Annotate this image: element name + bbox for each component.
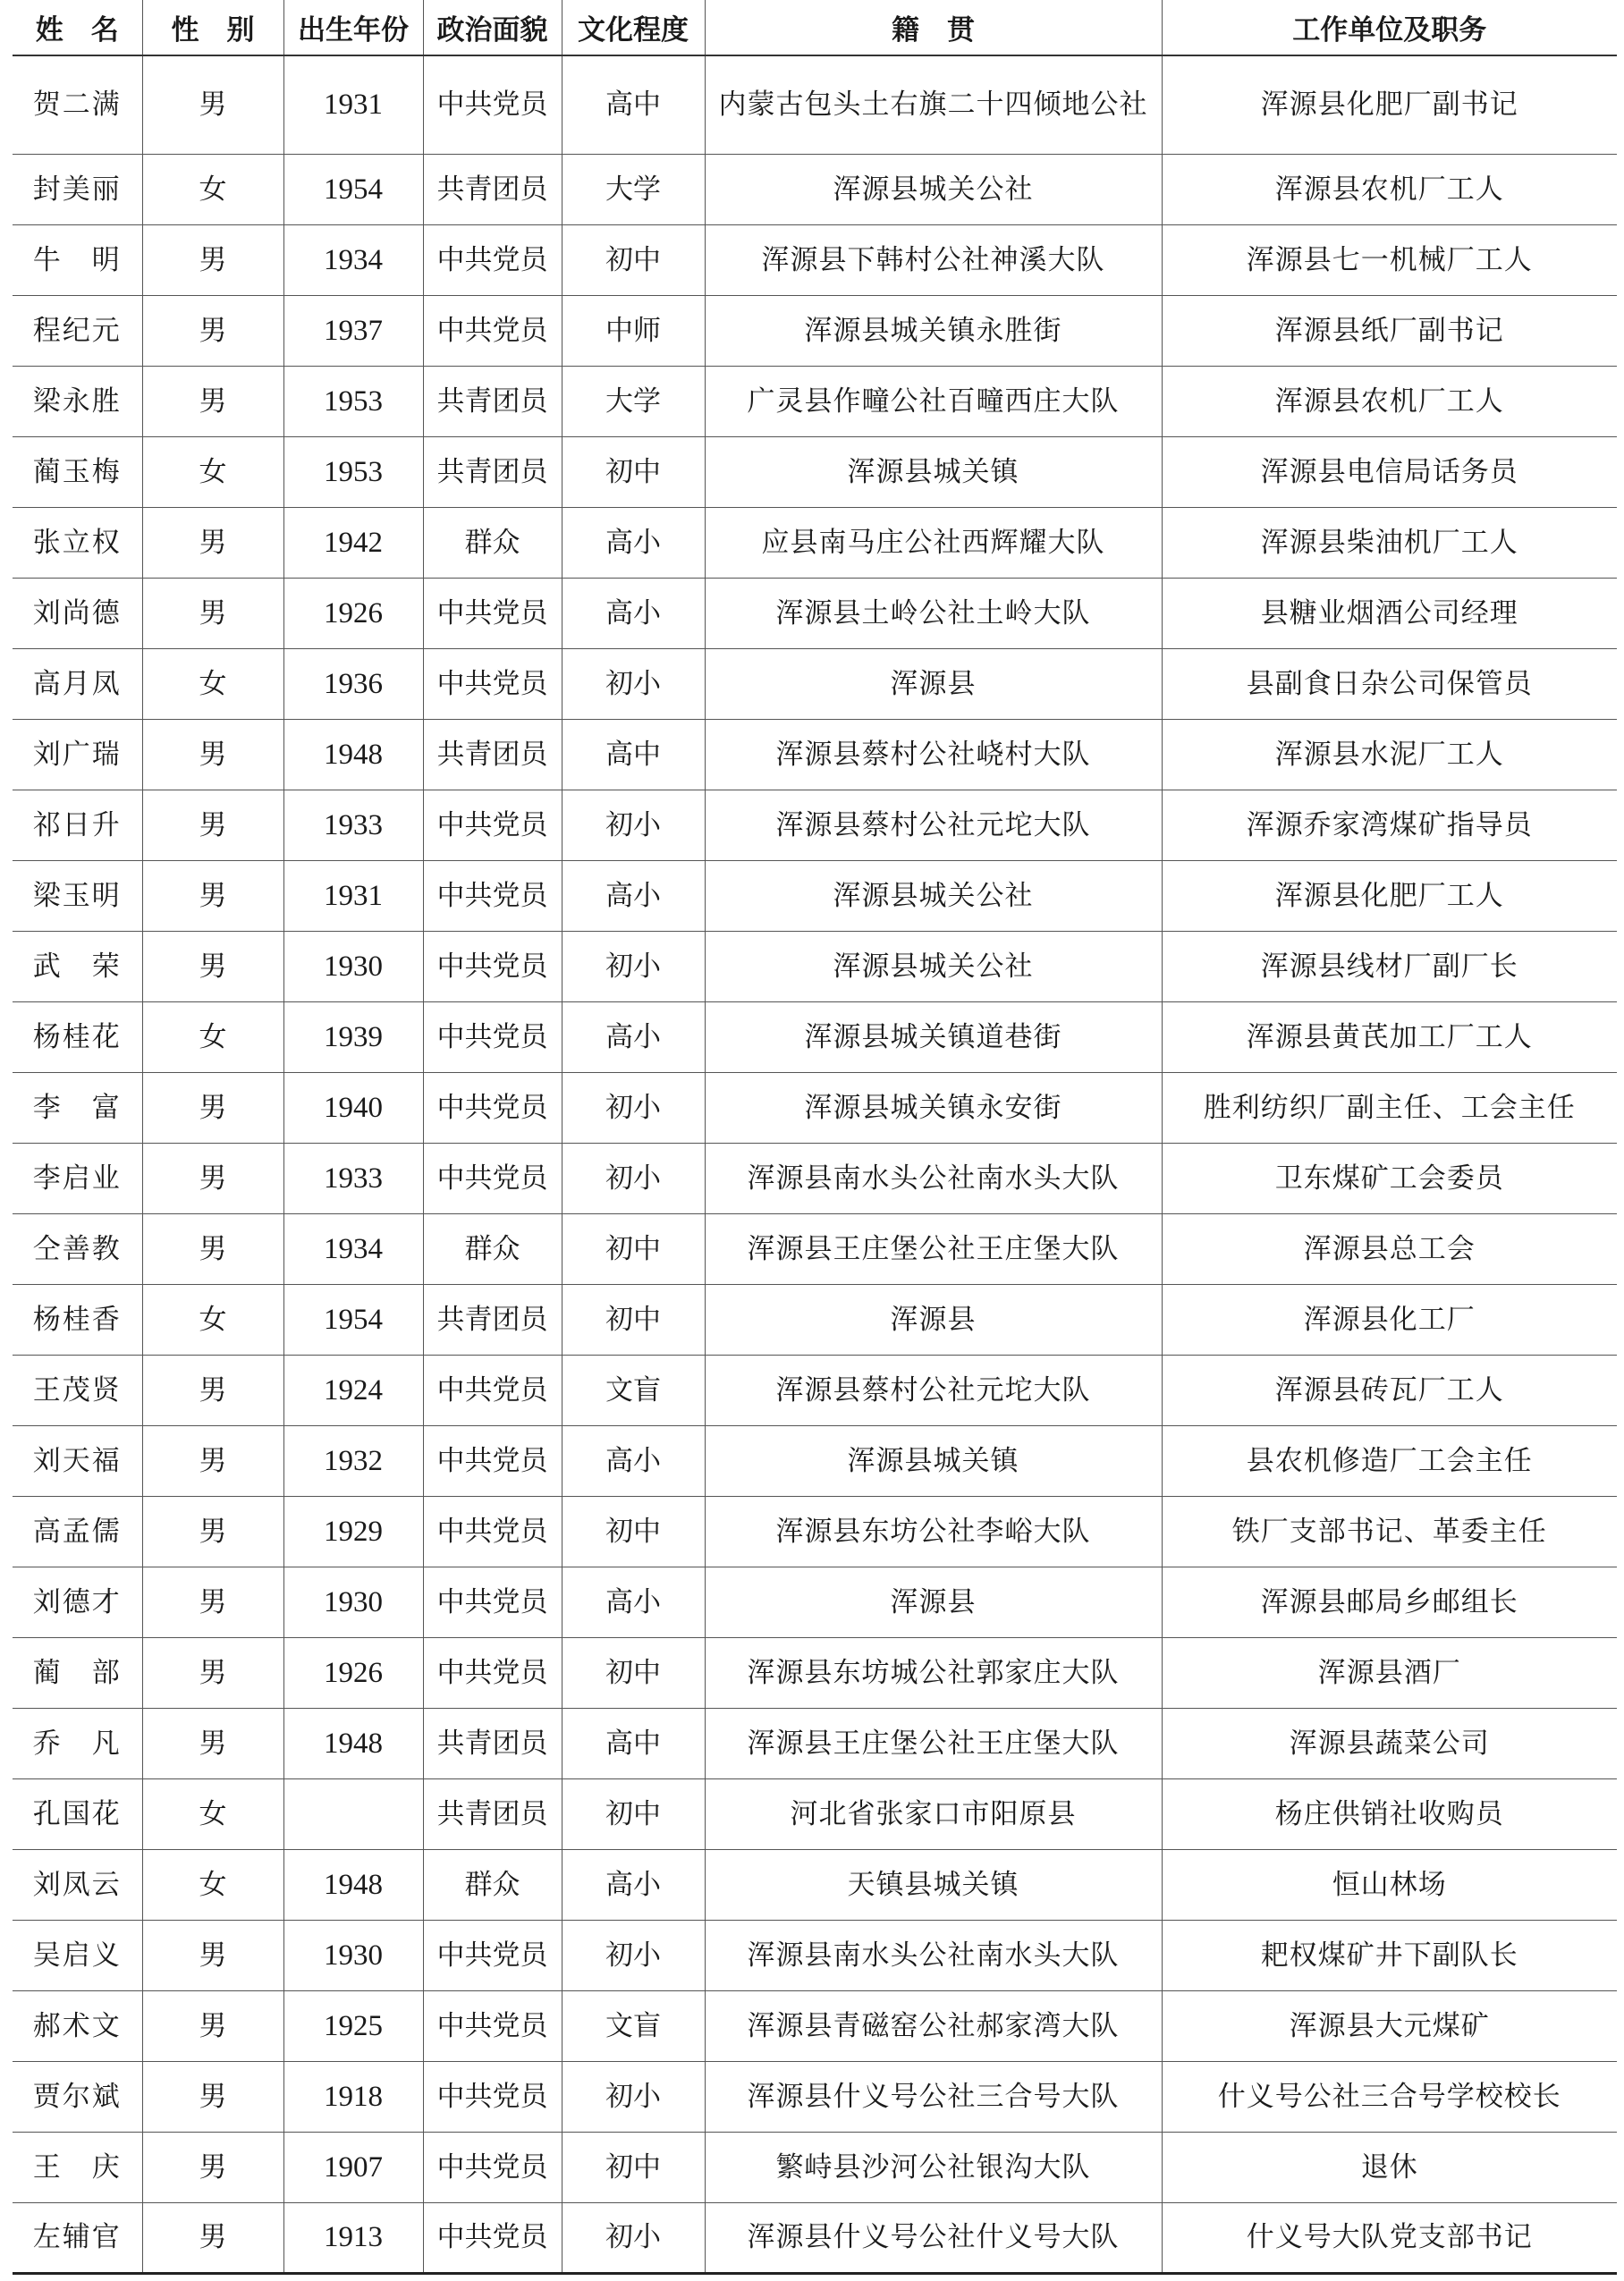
- cell-workplace-position: 铁厂支部书记、革委主任: [1162, 1496, 1617, 1567]
- cell-workplace-position: 县农机修造厂工会主任: [1162, 1425, 1617, 1496]
- cell-political-status: 中共党员: [423, 1637, 562, 1708]
- cell-sex: 男: [142, 1708, 283, 1778]
- cell-political-status: 中共党员: [423, 224, 562, 295]
- cell-native-place: 繁峙县沙河公社银沟大队: [705, 2132, 1162, 2202]
- cell-workplace-position: 胜利纺织厂副主任、工会主任: [1162, 1072, 1617, 1143]
- cell-birth-year: 1931: [283, 55, 423, 154]
- cell-education: 高中: [562, 55, 705, 154]
- cell-name: 郝术文: [13, 1990, 142, 2061]
- table-row: [13, 1213, 1617, 1284]
- cell-native-place: 浑源县城关镇永胜街: [705, 295, 1162, 366]
- table-row: [13, 1143, 1617, 1213]
- cell-workplace-position: 浑源县水泥厂工人: [1162, 719, 1617, 790]
- cell-birth-year: 1933: [283, 790, 423, 860]
- cell-sex: 男: [142, 1567, 283, 1637]
- cell-birth-year: 1936: [283, 648, 423, 719]
- cell-political-status: 中共党员: [423, 860, 562, 931]
- table-row: [13, 1990, 1617, 2061]
- cell-political-status: 中共党员: [423, 1920, 562, 1990]
- cell-name: 刘德才: [13, 1567, 142, 1637]
- cell-birth-year: 1926: [283, 1637, 423, 1708]
- cell-name: 贾尔斌: [13, 2061, 142, 2132]
- cell-political-status: 共青团员: [423, 1284, 562, 1355]
- cell-name: 梁玉明: [13, 860, 142, 931]
- cell-name: 孔国花: [13, 1778, 142, 1849]
- cell-education: 初小: [562, 2202, 705, 2273]
- cell-name: 高孟儒: [13, 1496, 142, 1567]
- cell-name: 贺二满: [13, 55, 142, 154]
- cell-native-place: 浑源县什义号公社什义号大队: [705, 2202, 1162, 2273]
- cell-political-status: 中共党员: [423, 648, 562, 719]
- cell-birth-year: 1933: [283, 1143, 423, 1213]
- cell-native-place: 浑源县蔡村公社峣村大队: [705, 719, 1162, 790]
- cell-workplace-position: 浑源县砖瓦厂工人: [1162, 1355, 1617, 1425]
- cell-sex: 男: [142, 1072, 283, 1143]
- table-row: [13, 1849, 1617, 1920]
- cell-sex: 女: [142, 648, 283, 719]
- cell-native-place: 浑源县王庄堡公社王庄堡大队: [705, 1708, 1162, 1778]
- table-row: [13, 1778, 1617, 1849]
- cell-birth-year: 1934: [283, 224, 423, 295]
- cell-education: 初中: [562, 1496, 705, 1567]
- cell-education: 高小: [562, 1567, 705, 1637]
- cell-name: 刘尚德: [13, 578, 142, 648]
- cell-political-status: 中共党员: [423, 1567, 562, 1637]
- cell-workplace-position: 县副食日杂公司保管员: [1162, 648, 1617, 719]
- table-row: [13, 366, 1617, 436]
- cell-political-status: 中共党员: [423, 2202, 562, 2273]
- cell-name: 王 庆: [13, 2132, 142, 2202]
- table-row: [13, 1001, 1617, 1072]
- table-row: [13, 1072, 1617, 1143]
- cell-education: 初小: [562, 1072, 705, 1143]
- cell-political-status: 共青团员: [423, 154, 562, 224]
- cell-education: 高中: [562, 1708, 705, 1778]
- cell-native-place: 浑源县蔡村公社元坨大队: [705, 790, 1162, 860]
- table-row: [13, 578, 1617, 648]
- cell-native-place: 浑源县南水头公社南水头大队: [705, 1920, 1162, 1990]
- cell-education: 初小: [562, 1143, 705, 1213]
- cell-native-place: 浑源县城关公社: [705, 154, 1162, 224]
- cell-name: 刘广瑞: [13, 719, 142, 790]
- cell-workplace-position: 浑源县邮局乡邮组长: [1162, 1567, 1617, 1637]
- cell-political-status: 共青团员: [423, 1708, 562, 1778]
- cell-workplace-position: 耙权煤矿井下副队长: [1162, 1920, 1617, 1990]
- table-row: [13, 2202, 1617, 2273]
- cell-political-status: 共青团员: [423, 719, 562, 790]
- cell-sex: 女: [142, 1849, 283, 1920]
- cell-education: 大学: [562, 366, 705, 436]
- cell-workplace-position: 杨庄供销社收购员: [1162, 1778, 1617, 1849]
- cell-name: 程纪元: [13, 295, 142, 366]
- table-row: [13, 719, 1617, 790]
- cell-birth-year: 1930: [283, 1567, 423, 1637]
- cell-political-status: 中共党员: [423, 1143, 562, 1213]
- cell-name: 高月凤: [13, 648, 142, 719]
- cell-workplace-position: 卫东煤矿工会委员: [1162, 1143, 1617, 1213]
- cell-political-status: 中共党员: [423, 2132, 562, 2202]
- cell-political-status: 中共党员: [423, 1425, 562, 1496]
- cell-native-place: 浑源县城关镇: [705, 436, 1162, 507]
- cell-education: 初中: [562, 1284, 705, 1355]
- cell-native-place: 浑源县王庄堡公社王庄堡大队: [705, 1213, 1162, 1284]
- header-political-status: 政治面貌: [423, 0, 562, 55]
- cell-native-place: 浑源县城关镇: [705, 1425, 1162, 1496]
- cell-sex: 男: [142, 1496, 283, 1567]
- cell-workplace-position: 什义号大队党支部书记: [1162, 2202, 1617, 2273]
- cell-sex: 男: [142, 1425, 283, 1496]
- cell-native-place: 浑源县城关公社: [705, 931, 1162, 1001]
- table-body: [13, 55, 1617, 2273]
- cell-workplace-position: 浑源县化工厂: [1162, 1284, 1617, 1355]
- cell-education: 大学: [562, 154, 705, 224]
- cell-sex: 女: [142, 1284, 283, 1355]
- cell-native-place: 浑源县下韩村公社神溪大队: [705, 224, 1162, 295]
- cell-native-place: 浑源县南水头公社南水头大队: [705, 1143, 1162, 1213]
- cell-birth-year: 1931: [283, 860, 423, 931]
- header-education: 文化程度: [562, 0, 705, 55]
- roster-table: [13, 0, 1617, 2275]
- cell-workplace-position: 浑源县化肥厂工人: [1162, 860, 1617, 931]
- cell-name: 蔺玉梅: [13, 436, 142, 507]
- cell-name: 刘天福: [13, 1425, 142, 1496]
- cell-birth-year: 1948: [283, 1708, 423, 1778]
- cell-name: 蔺 部: [13, 1637, 142, 1708]
- cell-education: 初中: [562, 436, 705, 507]
- cell-birth-year: 1940: [283, 1072, 423, 1143]
- table-row: [13, 2132, 1617, 2202]
- cell-sex: 女: [142, 154, 283, 224]
- header-birth-year: 出生年份: [283, 0, 423, 55]
- cell-education: 中师: [562, 295, 705, 366]
- cell-workplace-position: 浑源县蔬菜公司: [1162, 1708, 1617, 1778]
- cell-workplace-position: 浑源县电信局话务员: [1162, 436, 1617, 507]
- table-row: [13, 1355, 1617, 1425]
- cell-native-place: 天镇县城关镇: [705, 1849, 1162, 1920]
- cell-political-status: 中共党员: [423, 578, 562, 648]
- cell-political-status: 共青团员: [423, 366, 562, 436]
- cell-sex: 男: [142, 790, 283, 860]
- cell-name: 刘凤云: [13, 1849, 142, 1920]
- cell-birth-year: 1954: [283, 1284, 423, 1355]
- cell-sex: 男: [142, 507, 283, 578]
- table-row: [13, 154, 1617, 224]
- header-native-place: 籍 贯: [705, 0, 1162, 55]
- cell-birth-year: 1926: [283, 578, 423, 648]
- header-row: [13, 0, 1617, 55]
- cell-sex: 男: [142, 2202, 283, 2273]
- cell-education: 文盲: [562, 1355, 705, 1425]
- table-row: [13, 55, 1617, 154]
- table-row: [13, 1567, 1617, 1637]
- table-row: [13, 224, 1617, 295]
- header-workplace-position: 工作单位及职务: [1162, 0, 1617, 55]
- cell-birth-year: 1918: [283, 2061, 423, 2132]
- cell-name: 牛 明: [13, 224, 142, 295]
- cell-workplace-position: 浑源县酒厂: [1162, 1637, 1617, 1708]
- cell-name: 左辅官: [13, 2202, 142, 2273]
- header-name: 姓 名: [13, 0, 142, 55]
- cell-name: 王茂贤: [13, 1355, 142, 1425]
- cell-workplace-position: 浑源县农机厂工人: [1162, 154, 1617, 224]
- cell-education: 初小: [562, 931, 705, 1001]
- cell-native-place: 浑源县: [705, 648, 1162, 719]
- cell-education: 高小: [562, 860, 705, 931]
- table-row: [13, 1708, 1617, 1778]
- cell-workplace-position: 浑源县黄芪加工厂工人: [1162, 1001, 1617, 1072]
- cell-birth-year: 1953: [283, 366, 423, 436]
- cell-sex: 男: [142, 55, 283, 154]
- cell-political-status: 中共党员: [423, 931, 562, 1001]
- cell-political-status: 群众: [423, 1213, 562, 1284]
- cell-education: 高小: [562, 1425, 705, 1496]
- cell-native-place: 广灵县作疃公社百疃西庄大队: [705, 366, 1162, 436]
- cell-birth-year: 1929: [283, 1496, 423, 1567]
- cell-sex: 男: [142, 224, 283, 295]
- cell-sex: 男: [142, 931, 283, 1001]
- cell-political-status: 中共党员: [423, 1072, 562, 1143]
- table-row: [13, 1637, 1617, 1708]
- cell-political-status: 共青团员: [423, 1778, 562, 1849]
- cell-native-place: 河北省张家口市阳原县: [705, 1778, 1162, 1849]
- cell-native-place: 浑源县东坊公社李峪大队: [705, 1496, 1162, 1567]
- cell-name: 仝善教: [13, 1213, 142, 1284]
- cell-workplace-position: 退休: [1162, 2132, 1617, 2202]
- cell-native-place: 浑源县什义号公社三合号大队: [705, 2061, 1162, 2132]
- cell-birth-year: 1948: [283, 1849, 423, 1920]
- cell-political-status: 中共党员: [423, 1355, 562, 1425]
- cell-birth-year: 1925: [283, 1990, 423, 2061]
- cell-birth-year: 1907: [283, 2132, 423, 2202]
- cell-education: 初小: [562, 1920, 705, 1990]
- cell-native-place: 内蒙古包头土右旗二十四倾地公社: [705, 55, 1162, 154]
- cell-education: 初中: [562, 1778, 705, 1849]
- cell-education: 初小: [562, 790, 705, 860]
- cell-workplace-position: 县糖业烟酒公司经理: [1162, 578, 1617, 648]
- cell-sex: 男: [142, 2061, 283, 2132]
- cell-name: 杨桂香: [13, 1284, 142, 1355]
- cell-name: 杨桂花: [13, 1001, 142, 1072]
- cell-birth-year: 1953: [283, 436, 423, 507]
- cell-workplace-position: 浑源县线材厂副厂长: [1162, 931, 1617, 1001]
- header-sex: 性 别: [142, 0, 283, 55]
- cell-name: 李启业: [13, 1143, 142, 1213]
- cell-birth-year: 1939: [283, 1001, 423, 1072]
- cell-workplace-position: 浑源县大元煤矿: [1162, 1990, 1617, 2061]
- table-row: [13, 507, 1617, 578]
- cell-birth-year: 1924: [283, 1355, 423, 1425]
- cell-birth-year: 1934: [283, 1213, 423, 1284]
- cell-sex: 男: [142, 366, 283, 436]
- cell-political-status: 中共党员: [423, 1496, 562, 1567]
- cell-education: 文盲: [562, 1990, 705, 2061]
- cell-birth-year: [283, 1778, 423, 1849]
- cell-native-place: 浑源县城关镇永安街: [705, 1072, 1162, 1143]
- cell-workplace-position: 浑源县纸厂副书记: [1162, 295, 1617, 366]
- cell-birth-year: 1913: [283, 2202, 423, 2273]
- cell-sex: 男: [142, 1990, 283, 2061]
- cell-political-status: 中共党员: [423, 295, 562, 366]
- cell-sex: 男: [142, 295, 283, 366]
- cell-workplace-position: 浑源县总工会: [1162, 1213, 1617, 1284]
- table-row: [13, 860, 1617, 931]
- cell-political-status: 群众: [423, 1849, 562, 1920]
- cell-political-status: 群众: [423, 507, 562, 578]
- cell-birth-year: 1948: [283, 719, 423, 790]
- table-row: [13, 1920, 1617, 1990]
- cell-education: 初小: [562, 648, 705, 719]
- cell-name: 李 富: [13, 1072, 142, 1143]
- roster-sheet: [13, 0, 1617, 2277]
- cell-sex: 男: [142, 860, 283, 931]
- cell-workplace-position: 什义号公社三合号学校校长: [1162, 2061, 1617, 2132]
- cell-native-place: 浑源县城关镇道巷街: [705, 1001, 1162, 1072]
- cell-education: 高小: [562, 1849, 705, 1920]
- table-row: [13, 1496, 1617, 1567]
- cell-sex: 男: [142, 1637, 283, 1708]
- cell-name: 吴启义: [13, 1920, 142, 1990]
- cell-sex: 男: [142, 1355, 283, 1425]
- cell-education: 高小: [562, 578, 705, 648]
- cell-name: 武 荣: [13, 931, 142, 1001]
- cell-education: 高中: [562, 719, 705, 790]
- cell-birth-year: 1930: [283, 931, 423, 1001]
- cell-workplace-position: 浑源县化肥厂副书记: [1162, 55, 1617, 154]
- cell-education: 高小: [562, 1001, 705, 1072]
- table-row: [13, 931, 1617, 1001]
- cell-education: 初中: [562, 2132, 705, 2202]
- cell-workplace-position: 恒山林场: [1162, 1849, 1617, 1920]
- cell-name: 张立权: [13, 507, 142, 578]
- table-row: [13, 648, 1617, 719]
- cell-birth-year: 1937: [283, 295, 423, 366]
- table-row: [13, 1425, 1617, 1496]
- cell-political-status: 中共党员: [423, 790, 562, 860]
- cell-sex: 男: [142, 2132, 283, 2202]
- cell-native-place: 浑源县青磁窑公社郝家湾大队: [705, 1990, 1162, 2061]
- table-row: [13, 2061, 1617, 2132]
- cell-birth-year: 1954: [283, 154, 423, 224]
- cell-sex: 女: [142, 436, 283, 507]
- cell-native-place: 应县南马庄公社西辉耀大队: [705, 507, 1162, 578]
- cell-native-place: 浑源县东坊城公社郭家庄大队: [705, 1637, 1162, 1708]
- cell-political-status: 共青团员: [423, 436, 562, 507]
- cell-birth-year: 1942: [283, 507, 423, 578]
- cell-education: 高小: [562, 507, 705, 578]
- cell-education: 初小: [562, 2061, 705, 2132]
- cell-political-status: 中共党员: [423, 1001, 562, 1072]
- cell-name: 梁永胜: [13, 366, 142, 436]
- cell-sex: 女: [142, 1001, 283, 1072]
- cell-sex: 男: [142, 1920, 283, 1990]
- cell-workplace-position: 浑源县七一机械厂工人: [1162, 224, 1617, 295]
- cell-name: 祁日升: [13, 790, 142, 860]
- cell-native-place: 浑源县: [705, 1284, 1162, 1355]
- cell-sex: 男: [142, 1143, 283, 1213]
- cell-name: 封美丽: [13, 154, 142, 224]
- table-row: [13, 295, 1617, 366]
- cell-native-place: 浑源县土岭公社土岭大队: [705, 578, 1162, 648]
- cell-name: 乔 凡: [13, 1708, 142, 1778]
- cell-native-place: 浑源县城关公社: [705, 860, 1162, 931]
- cell-workplace-position: 浑源县柴油机厂工人: [1162, 507, 1617, 578]
- cell-native-place: 浑源县: [705, 1567, 1162, 1637]
- cell-sex: 男: [142, 578, 283, 648]
- cell-sex: 男: [142, 1213, 283, 1284]
- cell-birth-year: 1930: [283, 1920, 423, 1990]
- cell-political-status: 中共党员: [423, 55, 562, 154]
- cell-education: 初中: [562, 1213, 705, 1284]
- table-row: [13, 1284, 1617, 1355]
- cell-political-status: 中共党员: [423, 1990, 562, 2061]
- cell-sex: 女: [142, 1778, 283, 1849]
- cell-sex: 男: [142, 719, 283, 790]
- cell-native-place: 浑源县蔡村公社元坨大队: [705, 1355, 1162, 1425]
- table-row: [13, 436, 1617, 507]
- cell-education: 初中: [562, 224, 705, 295]
- cell-workplace-position: 浑源乔家湾煤矿指导员: [1162, 790, 1617, 860]
- cell-political-status: 中共党员: [423, 2061, 562, 2132]
- table-row: [13, 790, 1617, 860]
- cell-education: 初中: [562, 1637, 705, 1708]
- cell-birth-year: 1932: [283, 1425, 423, 1496]
- cell-workplace-position: 浑源县农机厂工人: [1162, 366, 1617, 436]
